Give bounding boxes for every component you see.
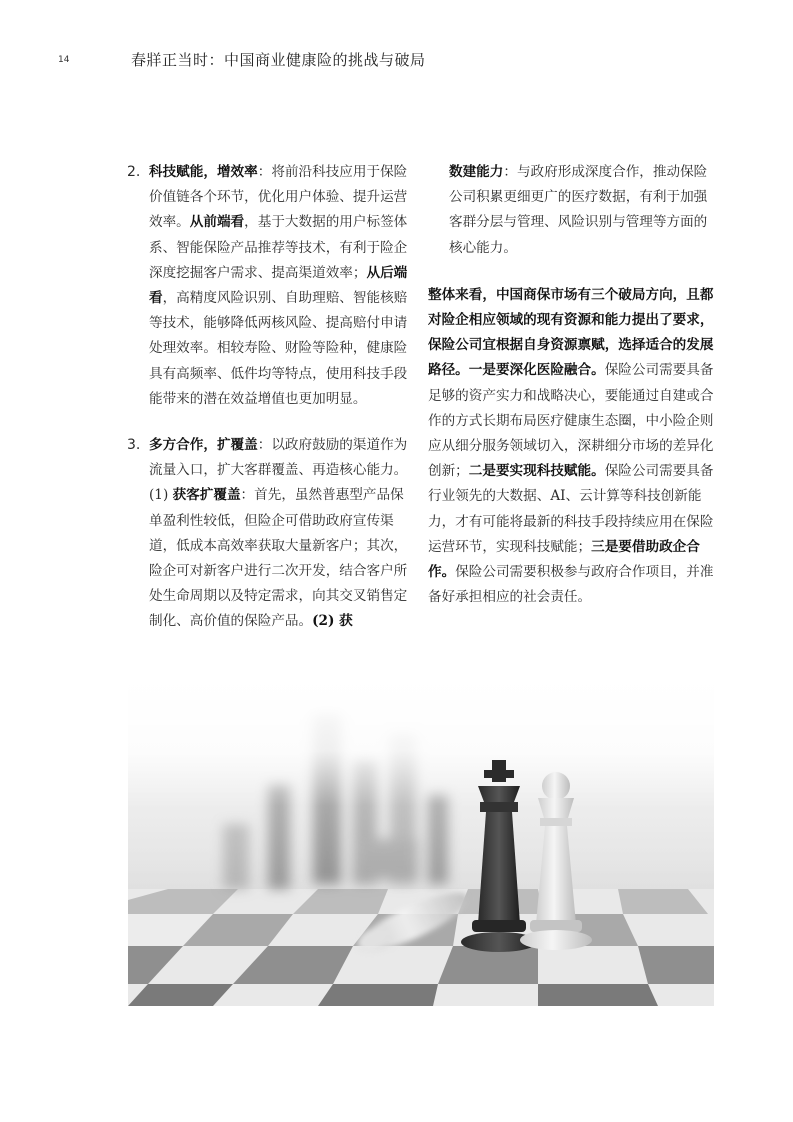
page-number: 14 [58,55,70,65]
continuation-paragraph [428,160,718,261]
text-emphasis: 从前端看 [189,214,245,231]
text-run: ，基于大数据的用户标签体系、智能保险产品推荐等技术，有利于险企深度挖掘客户需求、提高渠道效率； [149,214,408,281]
item-number: 3. [127,437,141,454]
text-emphasis: (2) 获 [312,613,353,630]
item-text [149,160,410,412]
text-run: 保险公司需要具备行业领先的大数据、AI、云计算等科技创新能力，才有可能将最新的科技手段持续应用在保险运营环节，实现科技赋能； [428,463,714,555]
text-run: 保险公司需要积极参与政府合作项目，并准备好承担相应的社会责任。 [428,564,714,606]
text-run: ：以政府鼓励的渠道作为流量入口，扩大客群覆盖、再造核心能力。(1) [149,437,408,504]
text-run: 保险公司需要具备足够的资产实力和战略决心，要能通过自建或合作的方式长期布局医疗健康生态圈，中小险企则应从细分服务领域切入，深耕细分市场的差异化创新； [428,362,714,480]
item-text [149,433,410,635]
text-emphasis: 整体来看，中国商保市场有三个破局方向，且都对险企相应领域的现有资源和能力提出了要求，保险公司宜根据自身资源禀赋，选择适合的发展路径。一是要深化医险融合。 [428,286,714,379]
running-title: 春牂正当时：中国商业健康险的挑战与破局 [131,51,426,69]
text-emphasis: 获客扩覆盖 [172,487,241,504]
text-run: ：首先，虽然普惠型产品保单盈利性较低，但险企可借助政府宣传渠道，低成本高效率获取大量新客户；其次，险企可对新客户进行二次开发，结合客户所处生命周期以及特定需求，向其交叉销售定制化、高价值的保险产品。 [149,487,408,630]
item-heading: 多方合作，扩覆盖 [149,437,258,454]
text-run: ：与政府形成深度合作，推动保险公司积累更细更广的医疗数据，有利于加强客群分层与管理、风险识别与管理等方面的核心能力。 [449,164,708,256]
item-number: 2. [127,164,141,180]
chess-photo [128,674,714,1006]
text-emphasis: 从后端看 [149,264,408,307]
right-column [428,160,718,610]
text-run: ：将前沿科技应用于保险价值链各个环节，优化用户体验、提升运营效率。 [149,164,408,231]
list-item-2 [127,160,410,412]
text-emphasis: 三是要借助政企合作。 [428,538,700,581]
text-emphasis: 数建能力 [449,164,504,180]
left-column [127,160,410,656]
text-run: ，高精度风险识别、自助理赔、智能核赔等技术，能够降低两核风险、提高赔付申请处理效率。相较寿险、财险等险种，健康险具有高频率、低件均等特点，使用科技手段能带来的潜在效益增值也更加明显。 [149,290,408,407]
item-heading: 科技赋能，增效率 [149,164,258,180]
chessboard-image [128,674,714,1006]
list-item-3 [127,433,410,635]
summary-paragraph [428,283,718,611]
text-emphasis: 二是要实现科技赋能。 [468,463,605,480]
